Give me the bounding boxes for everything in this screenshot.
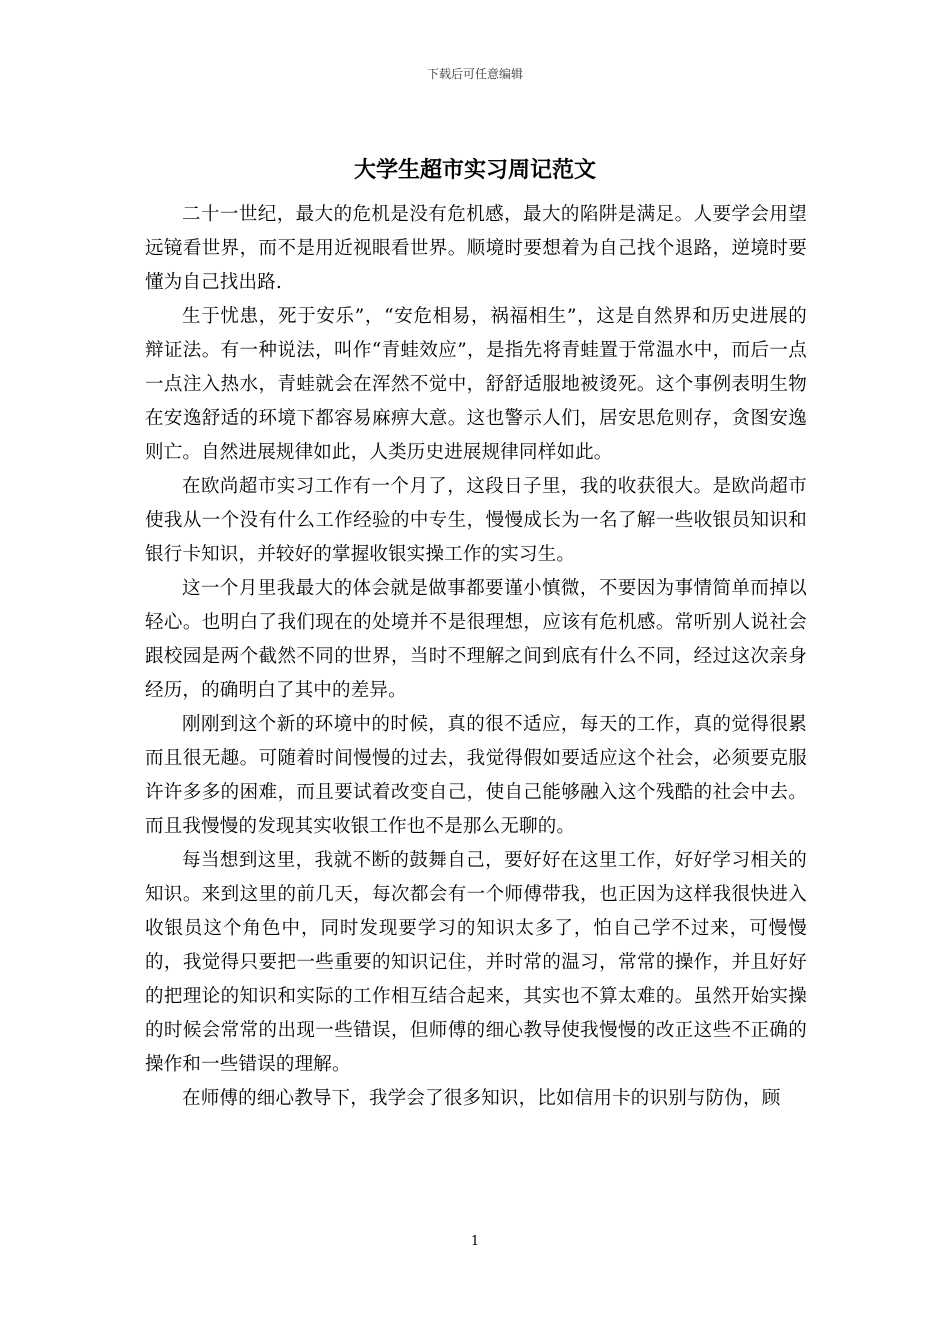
paragraph: 在欧尚超市实习工作有一个月了，这段日子里，我的收获很大。是欧尚超市使我从一个没有什么工作经验的中专生，慢慢成长为一名了解一些收银员知识和银行卡知识，并较好的掌握收银实操工作的实习生。 <box>145 476 807 565</box>
document-body <box>145 198 807 1116</box>
page-header: 下载后可任意编辑 <box>426 67 523 81</box>
paragraph: 在师傅的细心教导下，我学会了很多知识，比如信用卡的识别与防伪，顾 <box>182 1088 781 1109</box>
page-number: 1 <box>470 1234 480 1249</box>
paragraph: 每当想到这里，我就不断的鼓舞自己，要好好在这里工作，好好学习相关的知识。来到这里的前几天，每次都会有一个师傅带我，也正因为这样我很快进入收银员这个角色中，同时发现要学习的知识太多了，怕自己学不过来，可慢慢的，我觉得只要把一些重要的知识记住，并时常的温习，常常的操作，并且好好的把理论的知识和实际的工作相互结合起来，其实也不算太难的。虽然开始实操的时候会常常的出现一些错误，但师傅的细心教导使我慢慢的改正这些不正确的操作和一些错误的理解。 <box>145 850 807 1075</box>
document-title: 大学生超市实习周记范文 <box>353 157 596 183</box>
paragraph: 二十一世纪，最大的危机是没有危机感，最大的陷阱是满足。人要学会用望远镜看世界，而不是用近视眼看世界。顺境时要想着为自己找个退路，逆境时要懂为自己找出路. <box>145 204 807 293</box>
paragraph: 生于忧患，死于安乐”，“安危相易，祸福相生”，这是自然界和历史进展的辩证法。有一种说法，叫作“青蛙效应”，是指先将青蛙置于常温水中，而后一点一点注入热水，青蛙就会在浑然不觉中，舒舒适服地被烫死。这个事例表明生物在安逸舒适的环境下都容易麻痹大意。这也警示人们，居安思危则存，贪图安逸则亡。自然进展规律如此，人类历史进展规律同样如此。 <box>145 306 807 463</box>
paragraph: 刚刚到这个新的环境中的时候，真的很不适应，每天的工作，真的觉得很累而且很无趣。可随着时间慢慢的过去，我觉得假如要适应这个社会，必须要克服许许多多的困难，而且要试着改变自己，使自己能够融入这个残酷的社会中去。而且我慢慢的发现其实收银工作也不是那么无聊的。 <box>145 714 807 837</box>
paragraph: 这一个月里我最大的体会就是做事都要谨小慎微，不要因为事情简单而掉以轻心。也明白了我们现在的处境并不是很理想，应该有危机感。常听别人说社会跟校园是两个截然不同的世界，当时不理解之间到底有什么不同，经过这次亲身经历，的确明白了其中的差异。 <box>145 578 807 701</box>
